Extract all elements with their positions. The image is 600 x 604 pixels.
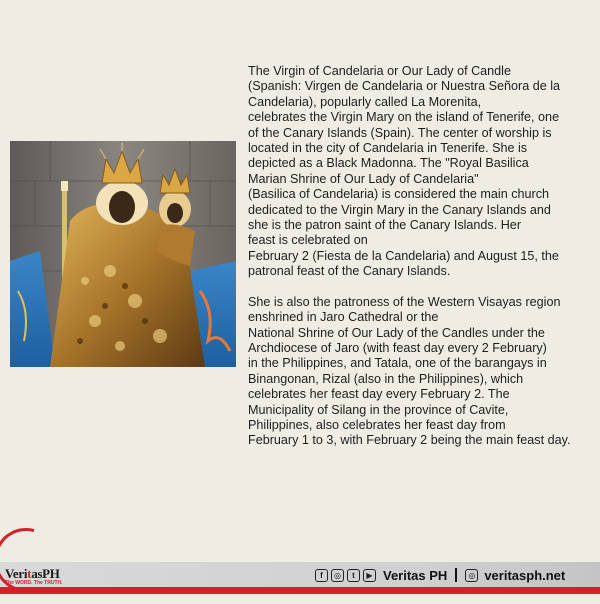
text-line: celebrates the Virgin Mary on the island of Tenerife, one (248, 110, 560, 125)
footer-red-stripe (0, 587, 600, 594)
text-line: Marian Shrine of Our Lady of Candelaria" (248, 171, 479, 186)
article-paragraph (248, 295, 598, 449)
text-line: enshrined in Jaro Cathedral or the (248, 310, 439, 325)
instagram-icon[interactable]: ◎ (331, 569, 344, 582)
text-line: (Spanish: Virgen de Candelaria or Nuestra Señora de la (248, 79, 561, 94)
text-line: Candelaria), popularly called La Morenita, (248, 94, 482, 109)
social-handle[interactable]: Veritas PH (383, 567, 448, 583)
article-paragraph (248, 64, 598, 280)
logo-right: asPH (31, 566, 60, 581)
text-line: National Shrine of Our Lady of the Candles under the (248, 325, 545, 340)
logo-tagline: The WORD. The TRUTH. (5, 580, 63, 586)
text-line: (Basilica of Candelaria) is considered the main church (248, 187, 549, 202)
text-line: February 2 (Fiesta de la Candelaria) and August 15, the (248, 248, 559, 263)
social-bar (315, 566, 565, 584)
text-line: The Virgin of Candelaria or Our Lady of Candle (248, 64, 511, 78)
text-line: patronal feast of the Canary Islands. (248, 264, 451, 279)
logo-accent: t (27, 566, 32, 581)
text-line: February 1 to 3, with February 2 being the main feast day. (248, 433, 571, 448)
logo-left: Veri (5, 566, 28, 581)
twitter-icon[interactable]: t (347, 569, 360, 582)
website-link[interactable]: veritasph.net (484, 567, 566, 583)
text-line: feast is celebrated on (248, 233, 368, 248)
statue-illustration (10, 141, 236, 367)
article-text (248, 64, 598, 449)
text-line: of the Canary Islands (Spain). The center of worship is (248, 125, 552, 140)
text-line: Municipality of Silang in the province of Cavite, (248, 402, 509, 417)
text-line: Philippines, also celebrates her feast day from (248, 417, 506, 432)
text-line: she is the patron saint of the Canary Islands. Her (248, 218, 522, 233)
text-line: celebrates her feast day every February 2. The (248, 387, 510, 402)
text-line: dedicated to the Virgin Mary in the Canary Islands and (248, 202, 551, 217)
text-line: Archdiocese of Jaro (with feast day every 2 February) (248, 340, 547, 355)
text-line: in the Philippines, and Tatala, one of the barangays in (248, 356, 547, 371)
text-line: located in the city of Candelaria in Tenerife. She is (248, 141, 528, 156)
text-line: She is also the patroness of the Western Visayas region (248, 294, 561, 309)
youtube-icon[interactable]: ▶ (363, 569, 376, 582)
footer-separator (455, 568, 457, 582)
facebook-icon[interactable]: f (315, 569, 328, 582)
text-line: depicted as a Black Madonna. The "Royal Basilica (248, 156, 529, 171)
statue-photo (10, 141, 236, 367)
text-line: Binangonan, Rizal (also in the Philippines), which (248, 371, 524, 386)
globe-icon: ◎ (465, 569, 478, 582)
